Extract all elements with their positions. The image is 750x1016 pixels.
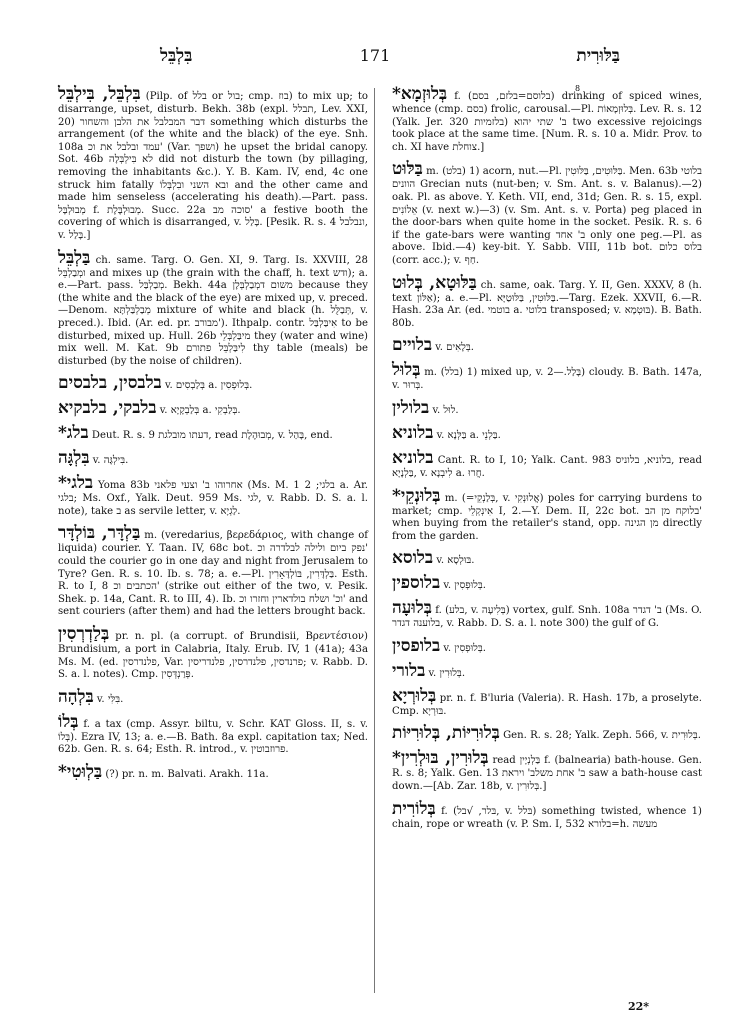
dictionary-entry xyxy=(58,423,368,443)
dictionary-entry xyxy=(392,486,702,544)
headword: בִּלְגָּה xyxy=(58,448,90,469)
headword: בלויים xyxy=(392,335,433,356)
entry-text: m. (בלל) 1) mixed up, v. בָּלַל.—2) cloudy. B. Bath. 147a, v. בְּרוּר. xyxy=(392,367,702,392)
entry-text: v. בּוּלְסָא. xyxy=(436,555,475,567)
dictionary-entry xyxy=(392,723,702,743)
dictionary-entry xyxy=(58,687,368,707)
headword: בלוניא xyxy=(392,422,434,443)
entry-text: Yoma 83b אחרוהו ב' וצעי פלאני (Ms. M. 1 בלגי; 2 a. Ar. בלגי; Ms. Oxf., Yalk. Deut. 959 Ms. לגי, v. Rabb. D. S. a. l. note), take ב as servile letter, v. לַגְיָא. xyxy=(58,480,368,517)
headword: בִּלְבֵּל, בִּילְבֵּל xyxy=(58,84,141,104)
headword: בלבקי, בלבקיא xyxy=(58,398,157,419)
entry-text: f. a tax (cmp. Assyr. biltu, v. Schr. KAT Gloss. II, s. v. בְּלוֹ). Ezra IV, 13; a. e.—B. Bath. 8a expl. capitation tax; Ned. 62b. Gen. R. s. 64; Esth. R. introd., v. פרוזבוטין. xyxy=(58,718,368,756)
dictionary-entry xyxy=(392,799,702,832)
dictionary-entry xyxy=(392,598,702,631)
headword: בַּלּוּטָא, בְּלוּט xyxy=(392,272,477,293)
headword: בְּלוֹרִית xyxy=(392,798,436,819)
dictionary-entry xyxy=(392,448,702,481)
headword: בְּלוּרְיָא xyxy=(392,685,437,706)
entry-text: Deut. R. s. 9 דעתו מובלגת, read מְבוּהֶלֶת, v. בָּהַל, end. xyxy=(91,430,333,442)
signature-mark: 8 xyxy=(575,84,581,93)
column-divider xyxy=(374,88,375,993)
dictionary-entry xyxy=(58,762,368,782)
entry-text: (?) pr. n. m. Balvati. Arakh. 11a. xyxy=(105,769,269,780)
headword: *בלגי xyxy=(58,473,94,494)
headword: *בְּלוּנְקֵי xyxy=(392,485,441,506)
dictionary-entry xyxy=(58,398,368,418)
left-column xyxy=(58,84,368,787)
entry-text: ch. same, oak. Targ. Y. II, Gen. XXXV, 8 (h. text אַלּוֹן); a. e.—Pl. בַּלּוּטִין, בַּלּוּטַיָּא.—Targ. Ezek. XXVII, 6.—R. Hash. 23a Ar. (ed. בוטמי a. בלוטי transposed; v. בּוּטְמָא). B. Bath. 80b. xyxy=(392,279,703,329)
entry-text: v. בְּלוּפְסִין. xyxy=(443,580,486,592)
entry-text: ch. same. Targ. O. Gen. XI, 9. Targ. Is. XXVIII, 28 ומְבַלְבֵּל and mixes up (the grain with the chaff, h. text ודש); a. e.—Part. pass. מְבַלְבַּל. Bekh. 44a משום דמְבַלְבְּלָן because they (the white and the black of the eye) are mixed up, v. preced.—Denom. מְבַלְבַּלְתָּא mixture of white and black (h. תְּבַלֻּל, v. preced.). Ibid. (Ar. ed. pr. מבורב'). Ithpalp. contr. אִיבַּלְבַּל to be disturbed, mixed up. Hull. 26b מיבַּלְבְּלֵי they (water and wine) mix well. M. Kat. 9b לִיבַּלְבֵּל פתורם thy table (meals) be disturbed (by the noise of children). xyxy=(58,254,368,367)
dictionary-entry xyxy=(58,523,368,619)
headword: בלופסין xyxy=(392,635,441,656)
entry-text: Gen. R. s. 28; Yalk. Zeph. 566, v. בְּלוּרִית. xyxy=(503,730,701,742)
right-column xyxy=(392,84,702,836)
entry-text: f. (בלוסם=בלזם, בסם) drinking of spiced wines, whence (cmp. בסם) frolic, carousal.—Pl. בְּלוּזְמָאוֹת. Lev. R. s. 12 (Yalk. Jer. 320 בלזמיות) ב' שתי יהוא two excessive rejoicings took place at the same time. [Num. R. s. 10 a. Midr. Prov. to ch. XI have צוחלת.] xyxy=(392,91,702,153)
headword: בַּלְבֵּל xyxy=(58,247,91,268)
dictionary-entry xyxy=(392,273,702,331)
page-header xyxy=(60,46,690,70)
entry-text: pr. n. pl. (a corrupt. of Brundisii, Βρεντέσιον) Brundisium, a port in Calabria, Italy. Erub. IV, 1 (41a); 43a Ms. M. (ed. פלנדרסין, Var. פרנדסין, פלנדרסין, פלנדריסין; v. Rabb. D. S. a. l. notes). Cmp. פְּרַנְדְּסִין. xyxy=(58,631,368,681)
entry-text: (Pilp. of בלל or בול; cmp. בוז) to mix up; to disarrange, upset, disturb. Bekh. 38b (expl. תבלל, Lev. XXI, 20) דבר המבלבל את הלבן והשחור something which disturbs the arrangement (of the white and the black) of the eye. Snh. 108a עמד ובלבל את וכ' (Var. ושפך) he upset the bridal canopy. Sot. 46b לא בִּילְבְּלָה did not disturb the town (by pillaging, removing the inhabitants &c.). Y. B. Kam. IV, end, 4c one struck him fatally ובא השני ובִלְבְּלוֹ and the other came and made him senseless (accelerating his death).—Part. pass. מְבוּלְבָּל f. מְבוּלְבֶּלֶת. Succ. 22a סוכה מב' a festive booth the covering of which is disarranged, v. בָּלַל. [Pesik. R. s. 4 ונבלבל, v. בָּלַל.] xyxy=(58,91,369,241)
headword: בלוספין xyxy=(392,573,441,594)
headword: בְּלַדְרְסִין xyxy=(58,624,110,645)
headword: בלבסין, בלבסים xyxy=(58,373,162,394)
entry-text: pr. n. f. B'luria (Valeria). R. Hash. 17b, a proselyte. Cmp. בּוּרְיָא. xyxy=(392,692,702,717)
entry-text: m. (=בְּלַנְקֵי, v. אֲלוּנְקִי) poles for carrying burdens to market; cmp. אִינְקְלֵי I, 2.—Y. Dem. II, 22c bot. בלוקח מן הב' when buying from the retailer's stand, opp. מן הגינה directly from the garden. xyxy=(392,492,703,542)
headword: בְּלוּרִיּוֹת, בְּלוּרִיּוֹת xyxy=(392,723,500,744)
dictionary-entry xyxy=(392,398,702,418)
dictionary-entry xyxy=(392,661,702,681)
headword: *בלג xyxy=(58,423,89,444)
entry-text: f. (בלע, v. בְּלִיעָה) vortex, gulf. Snh. 108a ב' דגדר (Ms. O. בלוענה דגדר, v. Rabb. D. S. a. l. note 300) the gulf of G. xyxy=(392,605,702,630)
headword: בְּלוּל xyxy=(392,360,421,381)
running-head-left: בִּלְבֵּל xyxy=(160,46,193,66)
entry-text: f. (בּלר, √בל, v. בּלל) something twisted, whence 1) chain, rope or wreath (v. P. Sm. I, 532 בלורא=h. מעשה xyxy=(392,805,702,830)
dictionary-entry xyxy=(392,423,702,443)
dictionary-entry xyxy=(58,624,368,682)
headword: בלורי xyxy=(392,660,426,681)
entry-text: m. (בלט) 1) acorn, nut.—Pl. בַּלּוּטִים, בַּלּוּטִין. Men. 63b בלוטי הוונים Grecian nuts (nut-ben; v. Sm. Ant. s. v. Balanus).—2) oak. Pl. as above. Y. Keth. VII, end, 31d; Gen. R. s. 15, expl. אֵלוֹנִים (v. next w.)—3) (v. Sm. Ant. s. v. Porta) peg placed in the door-bars when quite home in the socket. Pesik. R. s. 6 if the gate-bars were wanting ב' אחד only one peg.—Pl. as above. Ibid.—4) key-bit. Y. Sabb. VIII, 11b bot. בלוס כלום (corr. acc.); v. חַף. xyxy=(392,166,702,266)
dictionary-entry xyxy=(58,373,368,393)
entry-text: v. בְּלָאִים. xyxy=(435,342,474,354)
dictionary-entry xyxy=(392,748,702,793)
entry-text: v. בְּלַבְקָיָא a. בְּלַבְקִי. xyxy=(159,405,241,417)
entry-text: m. (veredarius, βερεδάριος, with change of liquida) courier. Y. Taan. IV, 68c bot. נפק ביום ולילה לבלדרה וכ' could the courier go in one day and night from Jerusalem to Tyre? Gen. R. s. 10. Ib. s. 78; a. e.—Pl. בַּלְדָּרִין, בּוֹלְדָּאָרִין. Esth. R. to I, 8 הכתבים וכ' (strike out either of the two, v. Pesik. Shek. p. 14a, Cant. R. to III, 4). Ib. וכ' ושלח בולדארין וחזרו וכ' and sent couriers (after them) and had the letters brought back. xyxy=(58,530,369,618)
headword: בלוסא xyxy=(392,548,434,569)
headword: בְּלוֹ xyxy=(58,711,79,732)
headword: *בְּלוּזְמָא xyxy=(392,84,448,104)
dictionary-entry xyxy=(58,84,368,243)
entry-text: read בַּלְנְיָין f. (balnearia) bath-house. Gen. R. s. 8; Yalk. Gen. 13 ב' אחת משלב' ויראת saw a bath-house cast down.—[Ab. Zar. 18b, v. בְּלוּרִין.] xyxy=(392,755,703,793)
dictionary-entry xyxy=(58,712,368,757)
entry-text: v. בִּלִּי. xyxy=(96,693,124,705)
running-head-right: בַּלּוּרִית xyxy=(576,46,620,66)
dictionary-entry xyxy=(58,248,368,369)
entry-text: v. בְּלוּרִין. xyxy=(428,667,466,679)
headword: בַּלּוּט xyxy=(392,159,423,180)
dictionary-entry xyxy=(58,473,368,518)
dictionary-entry xyxy=(392,548,702,568)
headword: בְּלוּעָה xyxy=(392,598,432,619)
dictionary-entry xyxy=(392,84,702,154)
headword: בלולין xyxy=(392,397,430,418)
entry-text: v. בְּלוּפְסִין. xyxy=(443,642,486,654)
dictionary-entry xyxy=(392,573,702,593)
entry-text: v. לוּל. xyxy=(432,404,459,416)
dictionary-entry xyxy=(392,335,702,355)
dictionary-entry xyxy=(58,448,368,468)
headword: בִּלְהָה xyxy=(58,686,94,707)
dictionary-entry xyxy=(392,686,702,719)
entry-text: v. בַּלְּנָא a. בַּלְנֵי. xyxy=(436,429,501,441)
entry-text: Cant. R. to I, 10; Yalk. Cant. 983 בלוניא, בלוניס, read בַּלְנָיָא, v. לִיבְנָא a. חֲרוּ. xyxy=(392,454,702,479)
signature-footer: 22* xyxy=(628,1000,650,1013)
entry-text: v. בִּילְגָּה. xyxy=(92,455,129,467)
headword: *בַּלְוּטִי xyxy=(58,762,103,782)
headword: בַּלְדָּר, בּוֹלְדָּר xyxy=(58,523,141,544)
dictionary-entry xyxy=(392,159,702,267)
page-number: 171 xyxy=(359,46,391,65)
headword: *בְּלוּרִין, בּוּלְרִין xyxy=(392,748,489,769)
dictionary-entry xyxy=(392,360,702,393)
entry-text: v. בְּלַבְסִים a. בְּלוּפְסִין. xyxy=(164,380,253,392)
headword: בלוניא xyxy=(392,447,434,468)
dictionary-entry xyxy=(392,636,702,656)
